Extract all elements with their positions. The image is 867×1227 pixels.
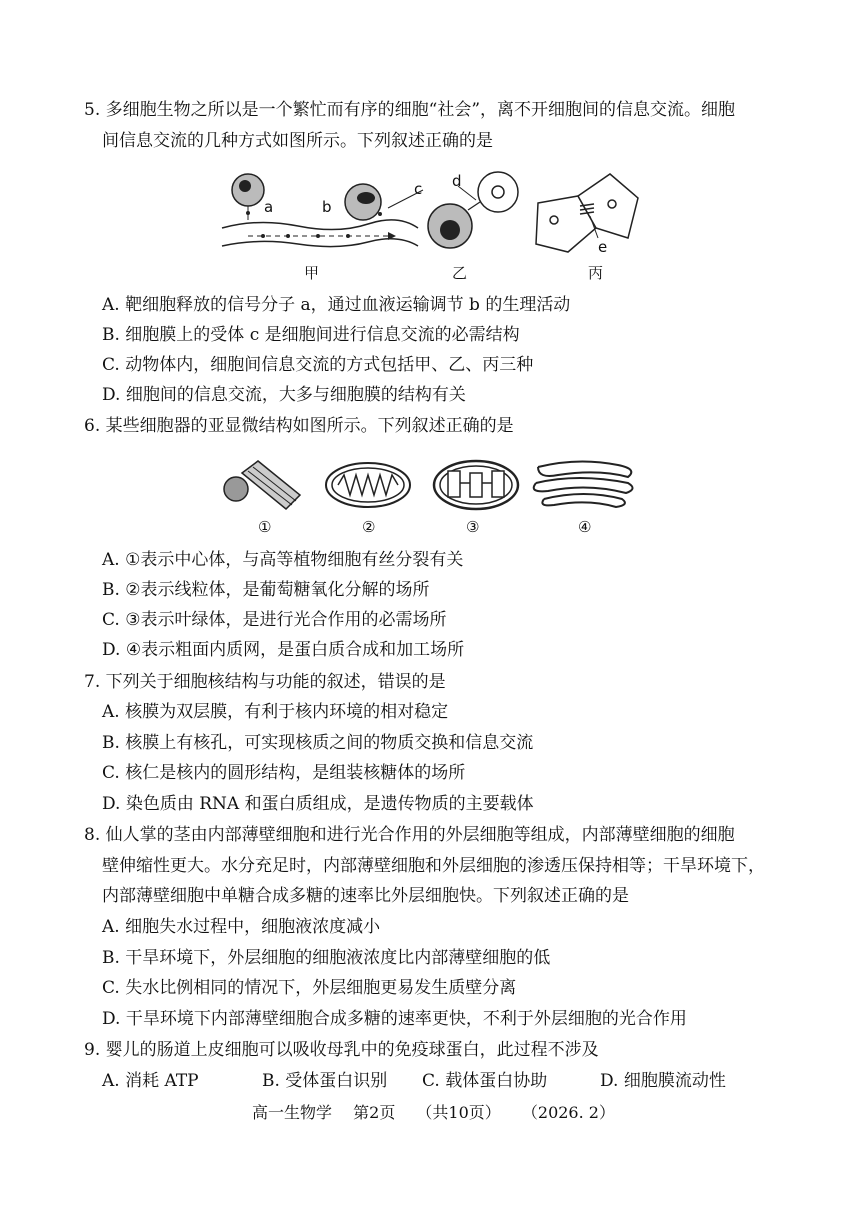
q5-stem-line2: 间信息交流的几种方式如图所示。下列叙述正确的是	[102, 131, 493, 151]
centriole-drawing	[224, 461, 300, 509]
fig5-letter-a: a	[264, 198, 274, 216]
q8-option-a: A. 细胞失水过程中，细胞液浓度减小	[102, 917, 381, 937]
q6-figure	[218, 455, 648, 517]
fig6-label-2: ②	[362, 518, 376, 536]
q5-option-b: B. 细胞膜上的受体 c 是细胞间进行信息交流的必需结构	[102, 325, 520, 345]
q6-option-a: A. ①表示中心体，与高等植物细胞有丝分裂有关	[102, 550, 464, 570]
vessel-top	[222, 220, 418, 230]
q6-option-c: C. ③表示叶绿体，是进行光合作用的必需场所	[102, 610, 447, 630]
q5-stem-line1: 5. 多细胞生物之所以是一个繁忙而有序的细胞“社会”，离不开细胞间的信息交流。细胞	[84, 100, 736, 120]
fig5-label-yi: 乙	[452, 264, 468, 282]
q5-figure	[218, 168, 648, 280]
q8-option-c: C. 失水比例相同的情况下，外层细胞更易发生质壁分离	[102, 978, 517, 998]
vessel-bottom	[222, 239, 418, 247]
q5-option-d: D. 细胞间的信息交流，大多与细胞膜的结构有关	[102, 385, 466, 405]
q8-option-b: B. 干旱环境下，外层细胞的细胞液浓度比内部薄壁细胞的低	[102, 948, 551, 968]
q8-option-d: D. 干旱环境下内部薄壁细胞合成多糖的速率更快，不利于外层细胞的光合作用	[102, 1009, 687, 1029]
fig5-letter-e: e	[598, 238, 608, 256]
q7-option-c: C. 核仁是核内的圆形结构，是组装核糖体的场所	[102, 763, 466, 783]
q7-option-b: B. 核膜上有核孔，可实现核质之间的物质交换和信息交流	[102, 733, 534, 753]
rough-er-drawing	[534, 461, 633, 507]
q6-option-b: B. ②表示线粒体，是葡萄糖氧化分解的场所	[102, 580, 430, 600]
q6-option-d: D. ④表示粗面内质网，是蛋白质合成和加工场所	[102, 640, 465, 660]
q9-option-c: C. 载体蛋白协助	[422, 1071, 548, 1091]
footer-total: （共10页）	[416, 1103, 501, 1122]
q7-option-a: A. 核膜为双层膜，有利于核内环境的相对稳定	[102, 702, 449, 722]
fig5-letter-b: b	[322, 198, 332, 216]
footer-page: 第2页	[353, 1103, 396, 1122]
q8-stem-line3: 内部薄壁细胞中单糖合成多糖的速率比外层细胞快。下列叙述正确的是	[102, 886, 629, 906]
fig5-letter-d: d	[452, 172, 462, 190]
q5-option-c: C. 动物体内，细胞间信息交流的方式包括甲、乙、丙三种	[102, 355, 534, 375]
q9-option-a: A. 消耗 ATP	[102, 1071, 199, 1091]
fig6-label-4: ④	[578, 518, 592, 536]
fig6-label-1: ①	[258, 518, 272, 536]
q7-stem: 7. 下列关于细胞核结构与功能的叙述，错误的是	[84, 672, 446, 692]
mitochondrion-drawing	[326, 463, 410, 507]
fig6-label-3: ③	[466, 518, 480, 536]
page-footer	[0, 1098, 867, 1128]
q5-option-a: A. 靶细胞释放的信号分子 a，通过血液运输调节 b 的生理活动	[102, 295, 571, 315]
fig5-label-jia: 甲	[304, 264, 320, 282]
chloroplast-drawing	[434, 461, 518, 509]
q9-stem: 9. 婴儿的肠道上皮细胞可以吸收母乳中的免疫球蛋白，此过程不涉及	[84, 1040, 599, 1060]
q6-stem: 6. 某些细胞器的亚显微结构如图所示。下列叙述正确的是	[84, 416, 514, 436]
q9-option-d: D. 细胞膜流动性	[600, 1071, 726, 1091]
q7-option-d: D. 染色质由 RNA 和蛋白质组成，是遗传物质的主要载体	[102, 794, 534, 814]
footer-subject: 高一生物学	[252, 1103, 333, 1122]
fig5-letter-c: c	[414, 180, 423, 198]
q8-stem-line2: 壁伸缩性更大。水分充足时，内部薄壁细胞和外层细胞的渗透压保持相等；干旱环境下，	[102, 856, 765, 876]
footer-date: （2026. 2）	[521, 1103, 615, 1122]
q8-stem-line1: 8. 仙人掌的茎由内部薄壁细胞和进行光合作用的外层细胞等组成，内部薄壁细胞的细胞	[84, 825, 735, 845]
q9-option-b: B. 受体蛋白识别	[262, 1071, 388, 1091]
fig5-label-bing: 丙	[588, 264, 604, 282]
